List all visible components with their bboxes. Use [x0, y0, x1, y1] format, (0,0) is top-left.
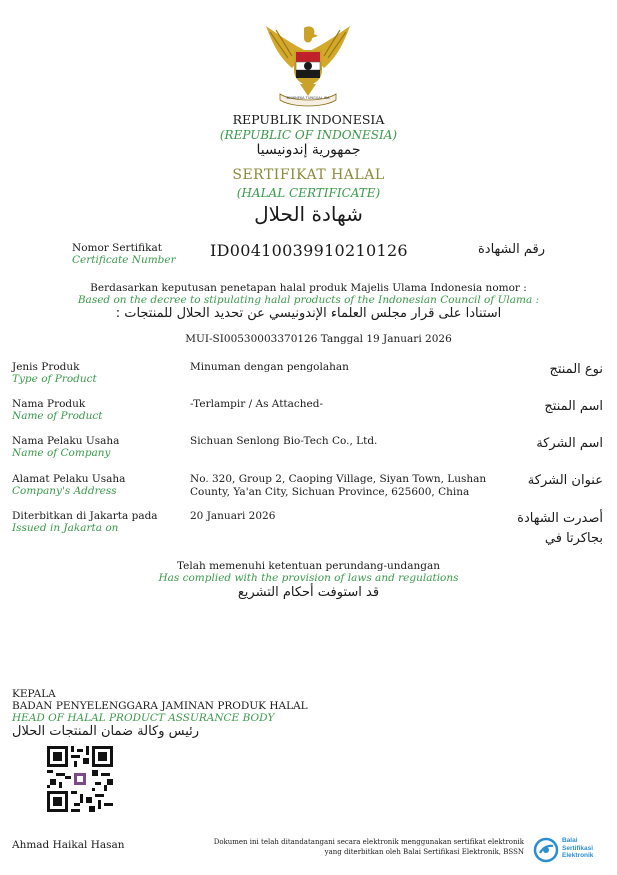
field-label-en: Company's Address — [12, 485, 117, 497]
cert-number-label-id: Nomor Sertifikat — [72, 242, 162, 254]
footer-note-2: yang diterbitkan oleh Balai Sertifikasi Elektronik, BSSN — [324, 848, 524, 856]
cert-number-value: ID00410039910210126 — [210, 241, 408, 260]
field-label-product-name — [12, 398, 103, 422]
field-label-issued — [12, 510, 158, 534]
field-label-en: Issued in Jakarta on — [12, 522, 119, 534]
signatory-title-1: KEPALA — [12, 688, 56, 700]
field-label-product-type — [12, 361, 97, 385]
field-label-id: Diterbitkan di Jakarta pada — [12, 510, 158, 522]
field-label-id: Alamat Pelaku Usaha — [12, 473, 126, 485]
decree-number: MUI-SI00530003370126 Tanggal 19 Januari 2026 — [185, 333, 452, 345]
cert-number-label — [72, 242, 176, 266]
certificate-title-ar: شهادة الحلال — [254, 202, 363, 226]
field-label-en: Name of Product — [12, 410, 103, 422]
field-label-ar-product-type: نوع المنتج — [549, 362, 603, 377]
cert-number-label-en: Certificate Number — [72, 254, 176, 266]
bsre-line-3: Elektronik — [562, 852, 594, 859]
signatory-title-ar: رئيس وكالة ضمان المنتجات الحلال — [12, 724, 200, 739]
country-name-en: (REPUBLIC OF INDONESIA) — [219, 128, 398, 142]
signatory-title-2: BADAN PENYELENGGARA JAMINAN PRODUK HALAL — [12, 700, 308, 712]
field-label-en: Type of Product — [12, 373, 97, 385]
qr-code — [47, 746, 113, 812]
field-label-company-address — [12, 473, 125, 497]
country-name: REPUBLIK INDONESIA — [232, 112, 385, 127]
field-label-ar-company-address: عنوان الشركة — [527, 473, 603, 488]
compliance-text-en: Has complied with the provision of laws and regulations — [158, 572, 459, 584]
bsre-line-1: Balai — [562, 837, 578, 844]
field-value-product-type: Minuman dengan pengolahan — [190, 361, 349, 373]
decree-text-ar: استنادا على قرار مجلس العلماء الإندونيسي عن تحديد الحلال للمنتجات : — [115, 306, 502, 321]
field-label-ar-issued: أصدرت الشهادة بجاكرتا في — [517, 511, 603, 546]
footer-note-1: Dokumen ini telah ditandatangani secara elektronik menggunakan sertifikat elektronik — [213, 838, 524, 846]
certificate-title-en: (HALAL CERTIFICATE) — [236, 186, 381, 200]
bsre-logo-icon — [533, 837, 559, 863]
field-label-ar-company-name: اسم الشركة — [536, 436, 603, 451]
country-name-ar: جمهورية إندونيسيا — [256, 142, 361, 158]
field-label-id: Nama Produk — [12, 398, 86, 410]
field-label-company-name — [12, 435, 119, 459]
decree-text: Berdasarkan keputusan penetapan halal produk Majelis Ulama Indonesia nomor : — [90, 282, 527, 294]
signatory-name: Ahmad Haikal Hasan — [12, 839, 125, 851]
field-value-product-name: -Terlampir / As Attached- — [190, 398, 324, 410]
field-label-id: Nama Pelaku Usaha — [12, 435, 120, 447]
field-label-ar-product-name: اسم المنتج — [544, 399, 603, 414]
compliance-text-ar: قد استوفت أحكام التشريع — [237, 585, 380, 600]
cert-number-label-ar: رقم الشهادة — [478, 242, 545, 257]
bsre-logo-text — [562, 837, 593, 860]
field-label-en: Name of Company — [12, 447, 111, 459]
decree-text-en: Based on the decree to stipulating halal products of the Indonesian Council of Ulama : — [77, 294, 540, 306]
emblem-motto: BHINNEKA TUNGGAL IKA — [286, 96, 330, 100]
signatory-title-en: HEAD OF HALAL PRODUCT ASSURANCE BODY — [12, 712, 275, 724]
field-value-company-name: Sichuan Senlong Bio-Tech Co., Ltd. — [190, 435, 378, 447]
compliance-text: Telah memenuhi ketentuan perundang-undangan — [176, 560, 441, 572]
bsre-line-2: Sertifikasi — [562, 844, 594, 852]
field-value-company-address: No. 320, Group 2, Caoping Village, Siyan Town, Lushan County, Ya'an City, Sichuan Province, 625600, China — [190, 473, 487, 498]
field-value-issued: 20 Januari 2026 — [190, 510, 276, 522]
field-label-id: Jenis Produk — [12, 361, 80, 373]
certificate-title: SERTIFIKAT HALAL — [232, 167, 385, 183]
